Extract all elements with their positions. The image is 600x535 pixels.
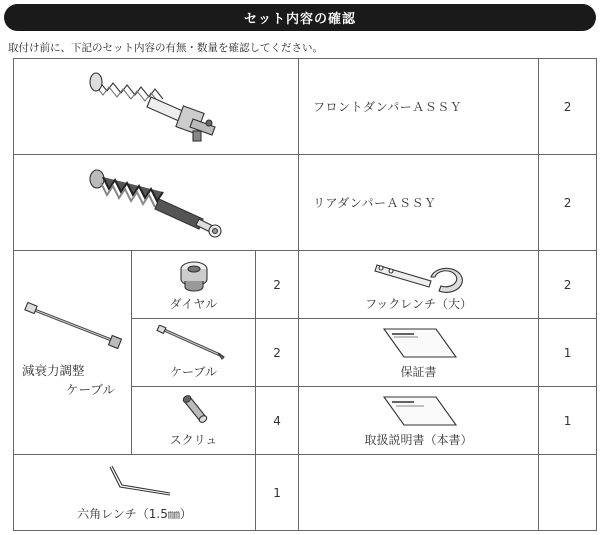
manual-qty: 1 [539,387,597,455]
hex-wrench-icon [90,463,180,503]
front-damper-image-cell [14,59,299,155]
manual-icon [374,393,464,429]
dial-cell [132,251,256,319]
empty-qty-cell [539,455,597,531]
table-row [14,455,597,531]
dial-icon [174,257,214,293]
hex-wrench-cell [14,455,256,531]
manual-cell [299,387,539,455]
adjust-cable-label-line2: ケーブル [66,382,115,397]
hex-wrench-qty: 1 [256,455,299,531]
warranty-name: 保証書 [400,365,437,379]
section-title: セット内容の確認 [243,12,356,27]
cable-cell [132,319,256,387]
instruction-text: 取付け前に、下記のセット内容の有無・数量を確認してください。 [8,42,323,54]
dial-name: ダイヤル [169,297,218,311]
manual-name: 取扱説明書（本書） [364,433,473,447]
cable-icon [154,325,234,361]
cable-qty: 2 [256,319,299,387]
front-damper-name: フロントダンパーＡＳＳＹ [299,59,539,155]
table-row [14,155,597,251]
hook-wrench-name: フックレンチ（大） [365,297,472,311]
front-damper-qty: 2 [539,59,597,155]
adjust-cable-group-cell [14,251,132,455]
hook-wrench-cell [299,251,539,319]
hex-wrench-name: 六角レンチ（1.5㎜） [77,507,192,521]
empty-cell [299,455,539,531]
screw-cell [132,387,256,455]
hook-wrench-icon [369,257,469,293]
cable-name: ケーブル [170,365,217,379]
hook-wrench-qty: 2 [539,251,597,319]
screw-qty: 4 [256,387,299,455]
section-header [4,4,596,31]
adjust-cable-label-line1: 減衰力調整 [22,363,85,378]
warranty-card-icon [374,325,464,361]
parts-table [13,58,597,531]
dial-qty: 2 [256,251,299,319]
screw-icon [174,393,214,429]
warranty-qty: 1 [539,319,597,387]
rear-damper-icon [81,163,231,243]
rear-damper-image-cell [14,155,299,251]
rear-damper-name: リアダンパーＡＳＳＹ [299,155,539,251]
screw-name: スクリュ [169,433,218,447]
front-damper-icon [81,67,231,147]
table-row [14,59,597,155]
rear-damper-qty: 2 [539,155,597,251]
warranty-cell [299,319,539,387]
table-row [14,251,597,319]
